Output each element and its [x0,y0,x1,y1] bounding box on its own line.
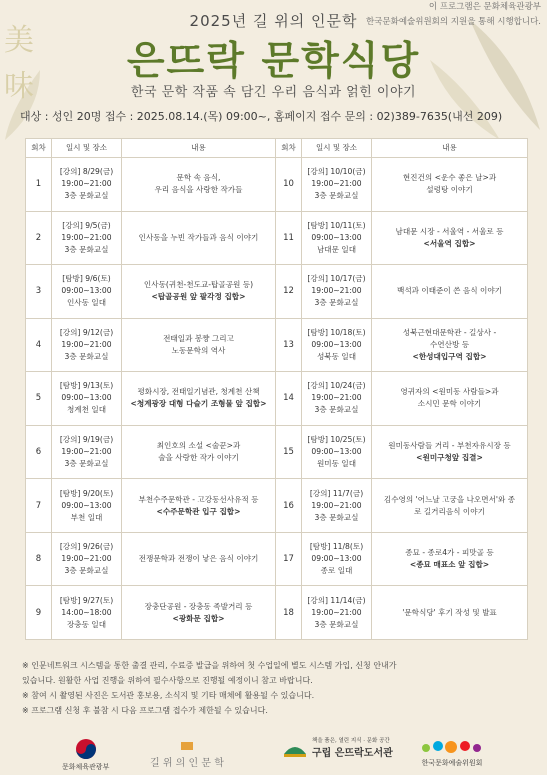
datetime-cell [52,158,122,212]
datetime-line: [탐방] 9/20(토) [59,488,114,498]
schedule-table [25,138,527,640]
content-line: 백석과 이태준이 쓴 음식 이야기 [396,286,503,296]
datetime-cell [302,211,372,265]
datetime-line: 남대문 일대 [316,244,357,254]
content-cell [122,532,276,586]
content-cell [372,586,528,640]
content-line: 김수영의 '어느날 고궁을 나오면서'와 종 [383,494,516,504]
note-line: ※ 참여 시 촬영된 사진은 도서관 홍보용, 소식지 및 기타 매체에 활용될 수 있습니다. [22,691,315,700]
content-cell [372,372,528,426]
table-row [26,586,528,640]
content-cell [372,265,528,319]
content-line: 장충단공원 - 장충동 족발거리 등 [144,601,253,611]
datetime-line: [탐방] 9/6(토) [62,274,111,284]
content-cell [372,318,528,372]
datetime-line: 3층 문화교실 [64,244,109,254]
datetime-line: 3층 문화교실 [314,405,359,415]
datetime-cell [52,265,122,319]
round-cell: 18 [276,586,302,640]
datetime-cell [302,158,372,212]
tagline: 한국 문학 작품 속 담긴 우리 음식과 얽힌 이야기 [130,85,417,100]
sponsor-note-line: 이 프로그램은 문화체육관광부 [428,2,541,12]
content-cell [122,265,276,319]
datetime-line: 19:00~21:00 [311,607,362,617]
round-cell: 12 [276,265,302,319]
content-line: 로 길거리음식 이야기 [414,506,485,516]
datetime-cell [52,479,122,533]
round-cell: 7 [26,479,52,533]
book-icon [180,740,194,752]
library-icon [282,738,308,758]
content-line: 평화시장, 전태일기념관, 청계천 산책 [137,387,260,397]
datetime-line: 09:00~13:00 [311,447,362,456]
content-line: 인사동(귀천-천도교-탑골공원 등) [143,280,254,290]
table-row [26,211,528,265]
datetime-line: 19:00~21:00 [61,447,112,456]
datetime-line: 청계천 일대 [66,405,107,415]
round-cell: 17 [276,532,302,586]
table-row [26,265,528,319]
content-line: 소시민 문학 이야기 [417,399,482,409]
arko-label: 한국문화예술위원회 [421,759,483,767]
content-cell [122,211,276,265]
content-line: 부천수주문학관 - 고강동선사유적 등 [138,494,259,504]
datetime-line: [강의] 8/29(금) [59,167,114,177]
table-row [26,372,528,426]
header-round: 회차 [276,139,302,158]
datetime-line: [탐방] 9/27(토) [59,595,114,605]
datetime-line: 부천 일대 [70,512,103,522]
note-line: 있습니다. 원활한 사업 진행을 위하여 필수사항으로 진행될 예정이니 참고 바랍니다. [22,676,313,685]
round-cell: 5 [26,372,52,426]
notes-section [22,658,537,718]
round-cell: 4 [26,318,52,372]
content-line: <한성대입구역 집합> [412,351,487,361]
registration-info: 대상 : 성인 20명 접수 : 2025.08.14.(목) 09:00~, 홈페이지 접수 문의 : 02)389-7635(내선 209) [20,110,503,123]
datetime-cell [52,586,122,640]
footer-logos [0,730,547,775]
datetime-line: [탐방] 10/18(토) [307,327,366,337]
round-cell: 3 [26,265,52,319]
datetime-line: 19:00~21:00 [61,179,112,189]
note-line: ※ 프로그램 신청 후 불참 시 다음 프로그램 접수가 제한될 수 있습니다. [22,706,268,715]
arko-dots-icon [420,738,484,756]
content-line: <광화문 집합> [172,613,225,623]
content-cell [372,211,528,265]
datetime-cell [52,372,122,426]
datetime-cell [52,425,122,479]
datetime-line: 09:00~13:00 [61,500,112,510]
content-line: 수연산방 등 [429,339,470,349]
datetime-cell [302,265,372,319]
round-cell: 15 [276,425,302,479]
sponsor-note-line: 한국문화예술위원회의 지원을 통해 시행합니다. [365,17,541,27]
content-line: 종묘 - 종로4가 - 피맛골 등 [405,548,494,558]
datetime-line: [탐방] 10/11(토) [307,220,366,230]
datetime-line: [강의] 11/7(금) [309,488,364,498]
datetime-cell [302,586,372,640]
datetime-line: [강의] 10/24(금) [307,381,366,391]
datetime-line: 09:00~13:00 [311,554,362,564]
content-cell [122,158,276,212]
content-line: 영귀자의 <원미동 사람들>과 [400,387,499,397]
datetime-line: 3층 문화교실 [64,566,109,576]
round-cell: 16 [276,479,302,533]
datetime-line: [강의] 10/17(금) [307,274,366,284]
datetime-cell [302,318,372,372]
datetime-line: [탐방] 11/8(토) [309,542,364,552]
hanja-char: 味 [4,69,36,104]
page-title: 은뜨락 문학식당 [126,39,421,84]
table-row [26,318,528,372]
program-subtitle: 2025년 길 위의 인문학 [189,12,358,30]
datetime-line: 09:00~13:00 [61,286,112,296]
content-line: 인사동을 누빈 작가들과 음식 이야기 [138,232,259,242]
content-line: 남대문 시장 - 서울역 - 서울로 등 [395,226,504,236]
content-line: 현진건의 <운수 좋은 날>과 [402,173,497,183]
content-line: <서울역 집합> [423,238,476,248]
datetime-cell [302,532,372,586]
content-cell [372,158,528,212]
content-line: 전태일과 봉쨩 그리고 [163,333,234,343]
content-cell [372,532,528,586]
gil-logo [150,740,224,769]
mcst-label: 문화체육관광부 [62,763,110,771]
content-cell [122,479,276,533]
content-cell [372,425,528,479]
datetime-line: 19:00~21:00 [311,393,362,403]
datetime-line: 3층 문화교실 [314,512,359,522]
table-row [26,425,528,479]
datetime-line: 3층 문화교실 [314,619,359,629]
hanja-char: 美 [4,23,36,58]
datetime-line: 원미동 일대 [316,459,357,468]
content-cell [372,479,528,533]
round-cell: 8 [26,532,52,586]
datetime-line: 성북동 일대 [316,351,357,361]
datetime-line: [강의] 11/14(금) [307,595,366,605]
gil-label: 길 위 의 인 문 학 [150,758,224,769]
arko-logo [420,738,484,768]
round-cell: 1 [26,158,52,212]
datetime-line: 19:00~21:00 [311,500,362,510]
content-line: <종묘 매표소 앞 집합> [409,560,490,570]
datetime-line: [강의] 9/12(금) [59,327,114,337]
datetime-line: 3층 문화교실 [64,459,109,468]
round-cell: 11 [276,211,302,265]
content-line: 성북근현대문학관 - 길상사 - [402,327,497,337]
datetime-line: 19:00~21:00 [311,179,362,189]
datetime-cell [52,211,122,265]
content-line: '문학식당' 후기 작성 및 발표 [402,607,497,617]
datetime-line: 3층 문화교실 [314,191,359,201]
datetime-line: 19:00~21:00 [311,286,362,296]
content-line: 설렁탕 이야기 [426,185,473,195]
datetime-line: 09:00~13:00 [311,232,362,242]
round-cell: 10 [276,158,302,212]
library-slogan: 책을 품은, 열린 지식 · 문화 공간 [312,738,390,744]
content-cell [122,372,276,426]
round-cell: 6 [26,425,52,479]
header-content: 내용 [372,139,528,158]
table-header-row [26,139,528,158]
datetime-line: [탐방] 9/13(토) [59,381,114,391]
header-datetime: 일시 및 장소 [52,139,122,158]
datetime-cell [52,532,122,586]
mcst-logo [62,738,109,772]
library-name: 구립 은뜨락도서관 [312,748,393,759]
datetime-line: 장충동 일대 [66,619,107,629]
datetime-line: [강의] 10/10(금) [307,167,366,177]
library-logo [282,736,393,759]
content-line: 원미동사람들 거리 - 부천자유시장 등 [388,441,511,450]
datetime-line: 19:00~21:00 [61,339,112,349]
datetime-cell [52,318,122,372]
table-row [26,479,528,533]
datetime-line: 종로 일대 [320,566,353,576]
content-line: 우리 음식을 사랑한 작가들 [154,185,243,195]
datetime-line: 3층 문화교실 [314,298,359,308]
content-line: 전쟁문학과 전쟁이 낳은 음식 이야기 [138,554,259,564]
content-line: <청계광장 대형 다슬기 조형물 앞 집합> [130,399,267,409]
header-content: 내용 [122,139,276,158]
datetime-line: [강의] 9/19(금) [59,435,114,444]
datetime-line: 19:00~21:00 [61,232,112,242]
datetime-line: 3층 문화교실 [64,351,109,361]
content-cell [122,425,276,479]
datetime-cell [302,425,372,479]
note-line: ※ 인문네트워크 시스템을 통한 출결 관리, 수료증 발급을 위하여 첫 수업일에 별도 시스템 가입, 신청 안내가 [22,661,397,670]
content-line: 최인호의 소설 <술꾼>과 [156,441,241,450]
content-line: <수주문학관 입구 집합> [156,506,241,516]
content-line: 노동문학의 역사 [171,345,226,355]
header-datetime: 일시 및 장소 [302,139,372,158]
table-row [26,532,528,586]
round-cell: 14 [276,372,302,426]
datetime-line: [강의] 9/26(금) [59,542,114,552]
content-line: 문학 속 음식, [176,173,221,183]
round-cell: 2 [26,211,52,265]
table-row [26,158,528,212]
datetime-line: 14:00~18:00 [61,607,112,617]
content-line: <원미구청앞 집결> [416,453,483,462]
datetime-cell [302,479,372,533]
content-line: 술을 사랑한 작가 이야기 [158,453,239,462]
datetime-line: 09:00~13:00 [61,393,112,403]
datetime-cell [302,372,372,426]
round-cell: 13 [276,318,302,372]
datetime-line: 인사동 일대 [66,298,107,308]
datetime-line: [강의] 9/5(금) [62,220,111,230]
datetime-line: 19:00~21:00 [61,554,112,564]
content-cell [122,318,276,372]
content-cell [122,586,276,640]
header-round: 회차 [26,139,52,158]
round-cell: 9 [26,586,52,640]
content-line: <탑골공원 앞 팔각정 집합> [151,292,246,302]
datetime-line: 09:00~13:00 [311,339,362,349]
taegeuk-icon [75,738,97,760]
datetime-line: 3층 문화교실 [64,191,109,201]
datetime-line: [탐방] 10/25(토) [307,435,366,444]
